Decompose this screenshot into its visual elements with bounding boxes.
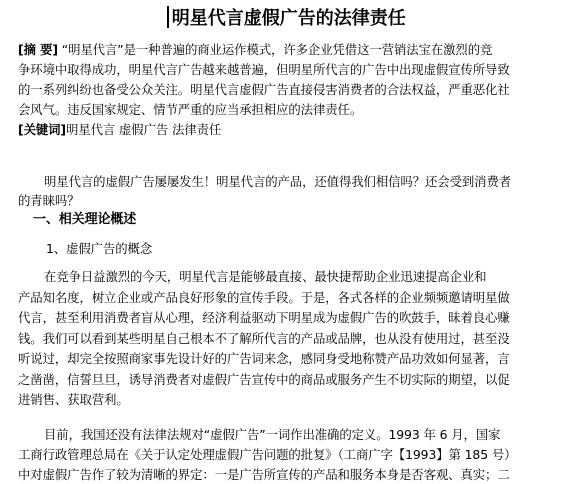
- para1-line-5: 听说过，却完全按照商家事先设计好的广告词来念，感同身受地称赞产品功效如何显著，言: [18, 351, 510, 366]
- intro-line-2: 的青睐吗？: [18, 193, 80, 208]
- abstract-line-1: [18, 41, 573, 59]
- intro-line-1: 明星代言的虚假广告屡屡发生！明星代言的产品，还值得我们相信吗？还会受到消费者: [44, 174, 512, 189]
- para2-line-1: 目前，我国还没有法律法规对“虚假广告”一词作出准确的定义。1993 年 6 月，国家: [44, 427, 501, 442]
- para1-line-6: 之凿凿，信誓旦旦，诱导消费者对虚假广告宣传中的商品或服务产生不切实际的期望，以促: [18, 372, 510, 387]
- keywords-label: [关键词]: [18, 122, 66, 137]
- para1-line-7: 进销售、获取营利。: [18, 392, 129, 407]
- section-heading: 一、相关理论概述: [33, 212, 137, 227]
- subsection-heading: 1、虚假广告的概念: [46, 241, 153, 256]
- para2-line-3: 中对虚假广告作了较为清晰的界定：一是广告所宣传的产品和服务本身是否客观、真实；二: [18, 467, 510, 482]
- abstract-text: “明星代言”是一种普遍的商业运作模式，许多企业凭借这一营销法宝在激烈的竞: [61, 42, 493, 57]
- text-cursor: [167, 6, 169, 28]
- abstract-line-3: 的一系列纠纷也备受公众关注。明星代言虚假广告直接侵害消费者的合法权益，严重恶化社: [18, 82, 510, 97]
- keywords-line: [18, 121, 573, 139]
- abstract-line-2: 争环境中取得成功，明星代言广告越来越普遍，但明星所代言的广告中出现虚假宣传所导致: [18, 62, 510, 77]
- abstract-line-4: 会风气。违反国家规定、情节严重的应当承担相应的法律责任。: [18, 102, 363, 117]
- para1-line-2: 产品知名度，树立企业或产品良好形象的宣传手段。于是，各式各样的企业频频邀请明星做: [18, 290, 510, 305]
- document-title: [0, 6, 573, 31]
- keywords-text: 明星代言 虚假广告 法律责任: [66, 122, 222, 137]
- title-text: 明星代言虚假广告的法律责任: [171, 8, 406, 29]
- abstract-label: [摘 要]: [18, 42, 58, 57]
- para2-line-2: 工商行政管理总局在《关于认定处理虚假广告问题的批复》（工商广字【1993】第 185 号）: [18, 447, 517, 462]
- para1-line-1: 在竞争日益激烈的今天，明星代言是能够最直接、最快捷帮助企业迅速提高企业和: [44, 269, 487, 284]
- para1-line-4: 钱。我们可以看到某些明星自己根本不了解所代言的产品或品牌，也从没有使用过，甚至没: [18, 331, 510, 346]
- para1-line-3: 代言，甚至利用消费者盲从心理，经济利益驱动下明星成为虚假广告的吹鼓手，昧着良心赚: [18, 310, 510, 325]
